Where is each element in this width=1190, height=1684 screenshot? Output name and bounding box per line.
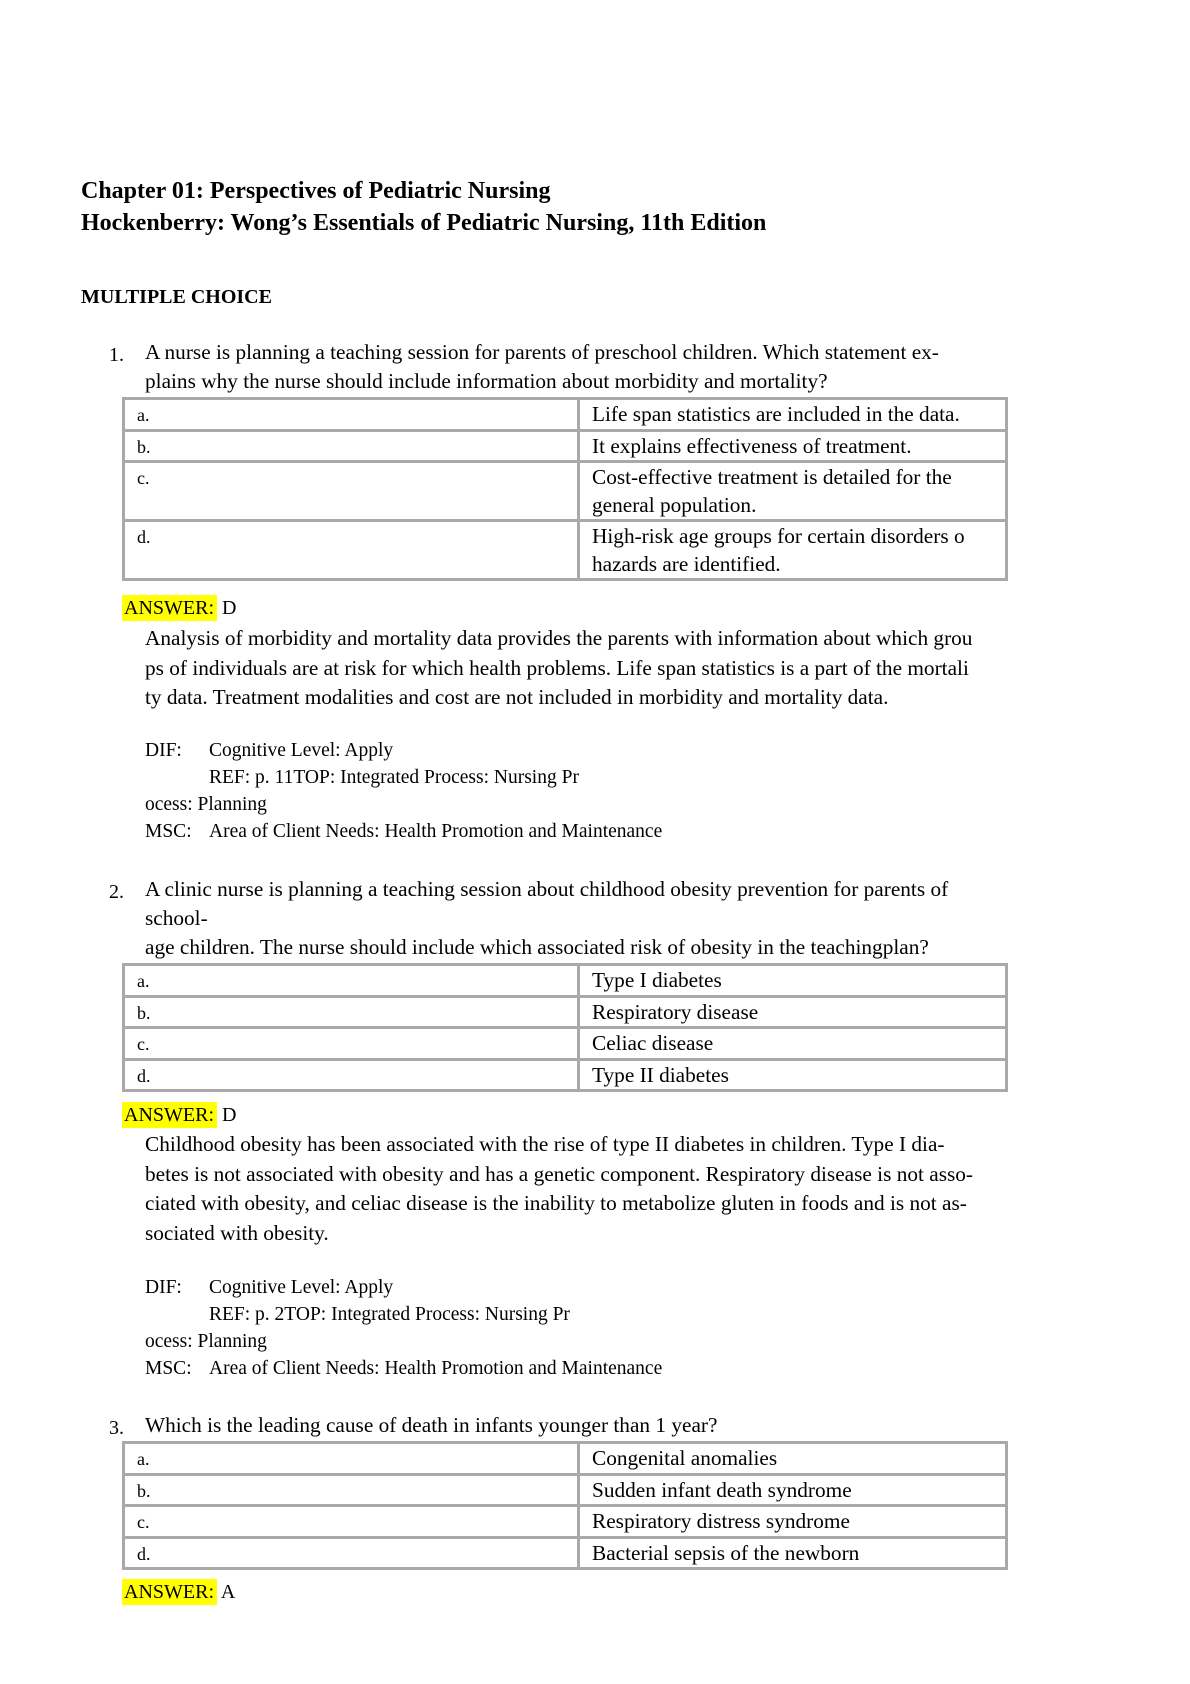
option-letter: d.	[125, 522, 580, 581]
answer-value: D	[222, 1104, 237, 1126]
option-row	[125, 998, 1008, 1030]
option-letter: c.	[125, 1029, 580, 1061]
answer-value: A	[220, 1581, 236, 1603]
option-text: Sudden infant death syndrome	[580, 1476, 1008, 1508]
ref-continuation: ocess: Planning	[145, 1331, 267, 1352]
option-row	[125, 1061, 1008, 1093]
ref-continuation: ocess: Planning	[145, 794, 267, 815]
option-letter: a.	[125, 1444, 580, 1476]
option-letter: b.	[125, 998, 580, 1030]
msc-label: MSC:	[145, 1358, 192, 1379]
dif-value: Cognitive Level: Apply	[209, 740, 394, 761]
ref-value: REF: p. 11TOP: Integrated Process: Nursing Pr	[209, 767, 579, 788]
dif-label: DIF:	[145, 740, 182, 761]
dif-label: DIF:	[145, 1277, 182, 1298]
option-row	[125, 1507, 1008, 1539]
question-text: Which is the leading cause of death in infants younger than 1 year?	[145, 1413, 718, 1437]
option-text: Congenital anomalies	[580, 1444, 1008, 1476]
question-number: 1.	[109, 344, 124, 366]
msc-label: MSC:	[145, 821, 192, 842]
option-row	[125, 432, 1008, 464]
book-title: Hockenberry: Wong’s Essentials of Pediatric Nursing, 11th Edition	[81, 210, 767, 236]
option-text: High-risk age groups for certain disorders o hazards are identified.	[580, 522, 1008, 581]
option-letter: d.	[125, 1061, 580, 1093]
option-row	[125, 1444, 1008, 1476]
option-text: Respiratory distress syndrome	[580, 1507, 1008, 1539]
answer-line	[122, 1582, 235, 1602]
ref-value: REF: p. 2TOP: Integrated Process: Nursing Pr	[209, 1304, 570, 1325]
option-text: Celiac disease	[580, 1029, 1008, 1061]
option-text: Life span statistics are included in the data.	[580, 400, 1008, 432]
option-letter: b.	[125, 1476, 580, 1508]
msc-value: Area of Client Needs: Health Promotion and Maintenance	[209, 821, 663, 842]
option-text: Type II diabetes	[580, 1061, 1008, 1093]
question-text: A nurse is planning a teaching session for parents of preschool children. Which statement ex- plains why the nurse should include information about morbidity and mortality?	[145, 340, 939, 393]
section-heading: MULTIPLE CHOICE	[81, 286, 272, 308]
options-table	[122, 1441, 1008, 1570]
answer-label: ANSWER:	[122, 1579, 217, 1605]
option-letter: d.	[125, 1539, 580, 1571]
option-letter: a.	[125, 966, 580, 998]
option-letter: b.	[125, 432, 580, 464]
question-number: 2.	[109, 881, 124, 903]
option-row	[125, 463, 1008, 522]
option-row	[125, 1539, 1008, 1571]
answer-line	[122, 598, 236, 618]
question-number: 3.	[109, 1417, 124, 1439]
answer-explanation: Childhood obesity has been associated with the rise of type II diabetes in children. Type I dia- betes is not associated with obesity and has a genetic component. Respiratory disease is not asso- ciated with obesity, and celiac disease is the inability to metabolize gluten in foods and is not as- sociated with obesity.	[145, 1132, 974, 1245]
option-text: It explains effectiveness of treatment.	[580, 432, 1008, 464]
answer-label: ANSWER:	[122, 595, 217, 621]
option-row	[125, 1029, 1008, 1061]
option-letter: a.	[125, 400, 580, 432]
option-row	[125, 1476, 1008, 1508]
question-text: A clinic nurse is planning a teaching session about childhood obesity prevention for parents of school- age children. The nurse should include which associated risk of obesity in the teachingplan?	[145, 877, 949, 959]
answer-line	[122, 1105, 236, 1125]
option-text: Cost-effective treatment is detailed for the general population.	[580, 463, 1008, 522]
option-letter: c.	[125, 1507, 580, 1539]
option-text: Type I diabetes	[580, 966, 1008, 998]
option-row	[125, 400, 1008, 432]
option-row	[125, 522, 1008, 581]
chapter-title: Chapter 01: Perspectives of Pediatric Nursing	[81, 178, 551, 204]
option-letter: c.	[125, 463, 580, 522]
option-text: Bacterial sepsis of the newborn	[580, 1539, 1008, 1571]
options-table	[122, 397, 1008, 581]
answer-value: D	[222, 597, 237, 619]
option-text: Respiratory disease	[580, 998, 1008, 1030]
options-table	[122, 963, 1008, 1092]
msc-value: Area of Client Needs: Health Promotion and Maintenance	[209, 1358, 663, 1379]
answer-explanation: Analysis of morbidity and mortality data provides the parents with information about which grou ps of individuals are at risk for which health problems. Life span statistics is a part of the mortali ty data. Treatment modalities and cost are not included in morbidity and mortality data.	[145, 626, 973, 709]
answer-label: ANSWER:	[122, 1102, 217, 1128]
option-row	[125, 966, 1008, 998]
dif-value: Cognitive Level: Apply	[209, 1277, 394, 1298]
